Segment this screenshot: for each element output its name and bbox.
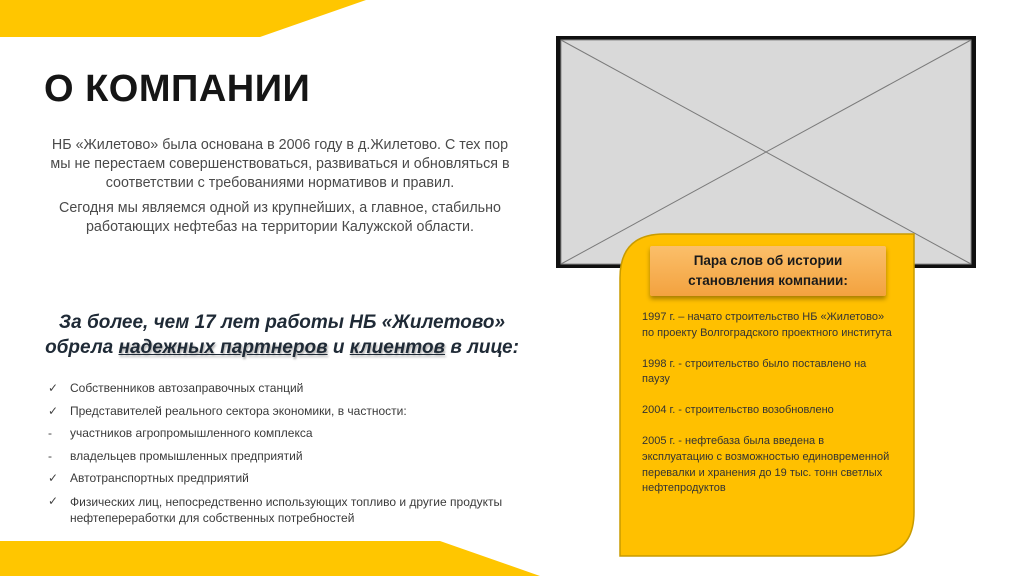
list-item [48,426,518,441]
list-item-text: Физических лиц, непосредственно использующих топливо и другие продукты нефтепереработки для собственных потребностей [70,494,503,525]
dash-icon: - [48,426,52,440]
check-icon: ✓ [48,381,59,395]
history-title-line-2: становления компании: [688,273,848,288]
headline-clients: клиентов [349,337,446,358]
headline-line-2 [22,335,542,360]
list-item [48,471,518,486]
top-accent-band [0,0,366,37]
headline-and: и [332,337,345,358]
list-item-text: владельцев промышленных предприятий [70,448,303,463]
bottom-accent-band [0,541,540,576]
history-entry: 1998 г. - строительство было поставлено на паузу [642,357,867,386]
intro-paragraph-1: НБ «Жилетово» была основана в 2006 году в д.Жилетово. С тех пор мы не перестаем совершенствоваться, развиваться и обновляться в соответствии с требованиями нормативов и правил. [50,137,510,191]
list-item [48,381,518,396]
headline-line-1: За более, чем 17 лет работы НБ «Жилетово» [58,312,506,333]
dash-icon: - [48,448,52,463]
intro-text [40,136,520,243]
list-item [48,494,518,526]
check-icon: ✓ [48,493,59,508]
history-title-line-1: Пара слов об истории [693,253,843,268]
list-item-text: участников агропромышленного комплекса [70,426,313,440]
history-entry: 1997 г. – начато строительство НБ «Жилетово» по проекту Волгоградского проектного института [642,311,892,339]
list-item-text: Представителей реального сектора экономики, в частности: [70,403,407,418]
page-title: О КОМПАНИИ [44,68,311,110]
client-list [48,381,518,533]
headline-prefix: обрела [45,337,114,358]
list-item-text: Автотранспортных предприятий [70,471,249,485]
headline-suffix: в лице: [450,337,519,358]
partners-headline [22,310,542,360]
list-item-text: Собственников автозаправочных станций [70,381,304,395]
history-title [650,246,886,296]
history-entry: 2004 г. - строительство возобновлено [642,404,834,417]
check-icon: ✓ [48,403,59,418]
list-item [48,449,518,464]
check-icon: ✓ [48,471,59,485]
headline-partners: надежных партнеров [118,337,328,358]
history-entry: 2005 г. - нефтебаза была введена в эксплуатацию с возможностью единовременной перевалки и хранения до 19 тыс. тонн светлых нефтепродуктов [642,435,890,495]
history-list [642,310,892,512]
intro-paragraph-2: Сегодня мы являемся одной из крупнейших, а главное, стабильно работающих нефтебаз на территории Калужской области. [59,200,501,235]
list-item [48,404,518,419]
